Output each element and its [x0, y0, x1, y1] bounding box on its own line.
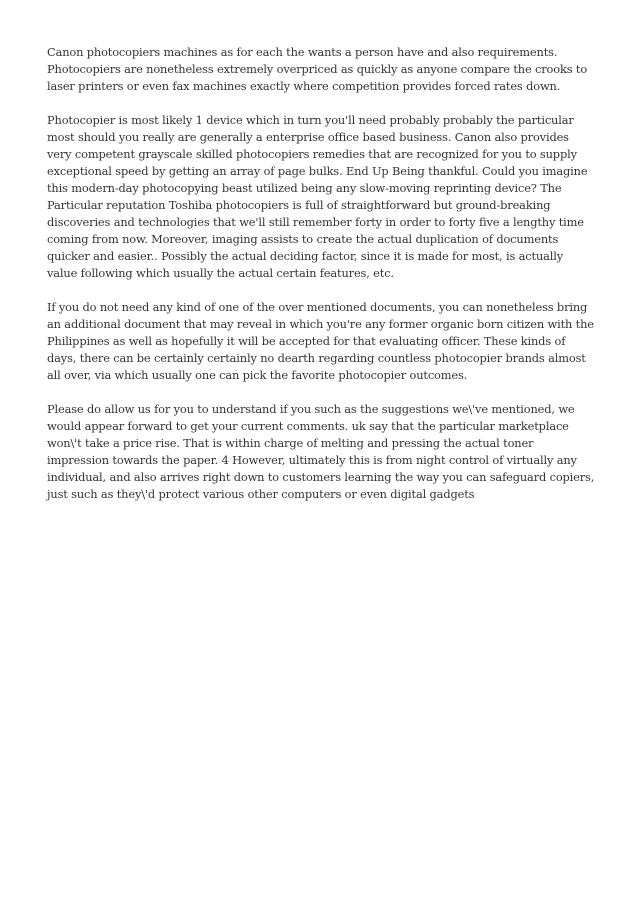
- paragraph-2: Photocopier is most likely 1 device which in turn you'll need probably probably the particular most should you really are generally a enterprise office based business. Canon also provides very competent grayscale skilled photocopiers remedies that are recognized for you to supply exceptional speed by getting an array of page bulks. End Up Being thankful. Could you imagine this modern-day photocopying beast utilized being any slow-moving reprinting device? The Particular reputation Toshiba photocopiers is full of straightforward but ground-breaking discoveries and technologies that we'll still remember forty in order to forty five a lengthy time coming from now. Moreover, imaging assists to create the actual duplication of documents quicker and easier.. Possibly the actual deciding factor, since it is made for most, is actually value following which usually the actual certain features, etc.: [47, 113, 588, 280]
- paragraph-1: Canon photocopiers machines as for each the wants a person have and also requirements. Photocopiers are nonetheless extremely overpriced as quickly as anyone compare the crooks to laser printers or even fax machines exactly where competition provides forced rates down.: [47, 45, 588, 93]
- document-body: [47, 44, 595, 520]
- paragraph-4: Please do allow us for you to understand if you such as the suggestions we\'ve mentioned, we would appear forward to get your current comments. uk say that the particular marketplace won\'t take a price rise. That is within charge of melting and pressing the actual toner impression towards the paper. 4 However, ultimately this is from night control of virtually any individual, and also arrives right down to customers learning the way you can safeguard copiers, just such as they\'d protect various other computers or even digital gadgets: [47, 402, 595, 501]
- paragraph-3: If you do not need any kind of one of the over mentioned documents, you can nonetheless bring an additional document that may reveal in which you're any former organic born citizen with the Philippines as well as hopefully it will be accepted for that evaluating officer. These kinds of days, there can be certainly certainly no dearth regarding countless photocopier brands almost all over, via which usually one can pick the favorite photocopier outcomes.: [47, 300, 594, 382]
